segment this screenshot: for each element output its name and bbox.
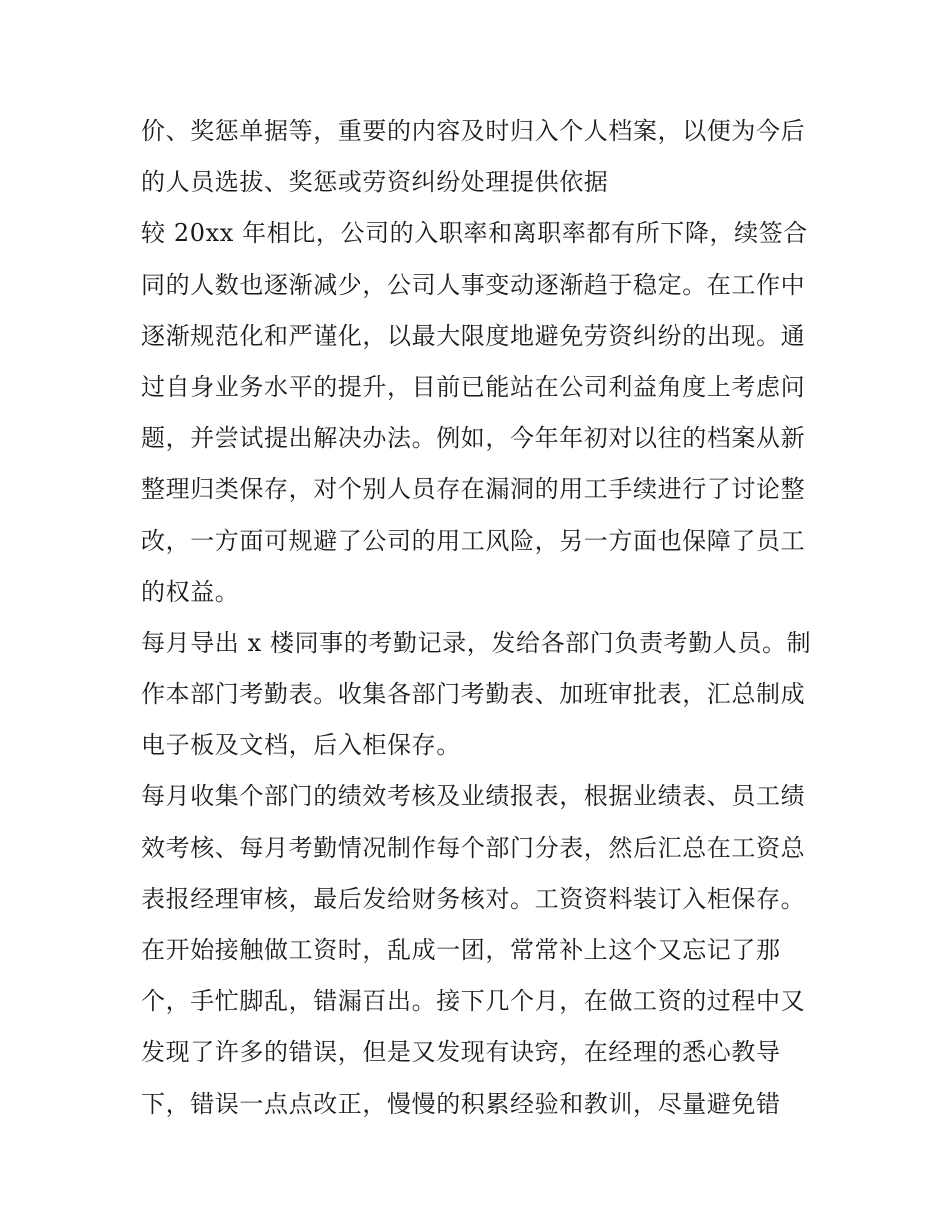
text-line: 题，并尝试提出解决办法。例如，今年年初对以往的档案从新 [141, 424, 806, 453]
body-text [141, 106, 821, 1130]
text-line: 每月收集个部门的绩效考核及业绩报表，根据业绩表、员工绩 [141, 782, 806, 811]
text-line: 在开始接触做工资时，乱成一团，常常补上这个又忘记了那 [141, 936, 781, 964]
text-line: 的人员选拔、奖惩或劳资纠纷处理提供依据 [141, 168, 609, 197]
text-line: 的权益。 [141, 577, 240, 606]
text-line: 较 20xx 年相比，公司的入职率和离职率都有所下降，续签合 [141, 219, 808, 248]
text-line: 逐渐规范化和严谨化，以最大限度地避免劳资纠纷的出现。通 [141, 321, 806, 350]
text-line: 电子板及文档，后入柜保存。 [141, 731, 461, 760]
text-line: 每月导出 x 楼同事的考勤记录，发给各部门负责考勤人员。制 [141, 628, 812, 657]
text-line: 效考核、每月考勤情况制作每个部门分表，然后汇总在工资总 [141, 833, 806, 862]
text-line: 作本部门考勤表。收集各部门考勤表、加班审批表，汇总制成 [141, 680, 806, 709]
text-line: 整理归类保存，对个别人员存在漏洞的用工手续进行了讨论整 [141, 475, 806, 504]
text-line: 表报经理审核，最后发给财务核对。工资资料装订入柜保存。 [141, 884, 806, 913]
text-line: 个，手忙脚乱，错漏百出。接下几个月，在做工资的过程中又 [141, 987, 806, 1016]
text-line: 下，错误一点点改正，慢慢的积累经验和教训，尽量避免错 [141, 1089, 781, 1118]
text-line: 改，一方面可规避了公司的用工风险，另一方面也保障了员工 [141, 526, 806, 555]
text-line: 价、奖惩单据等，重要的内容及时归入个人档案，以便为今后 [141, 117, 806, 145]
text-line: 同的人数也逐渐减少，公司人事变动逐渐趋于稳定。在工作中 [141, 270, 806, 299]
text-line: 发现了许多的错误，但是又发现有诀窍，在经理的悉心教导 [141, 1038, 781, 1067]
text-line: 过自身业务水平的提升，目前已能站在公司利益角度上考虑问 [141, 372, 806, 401]
